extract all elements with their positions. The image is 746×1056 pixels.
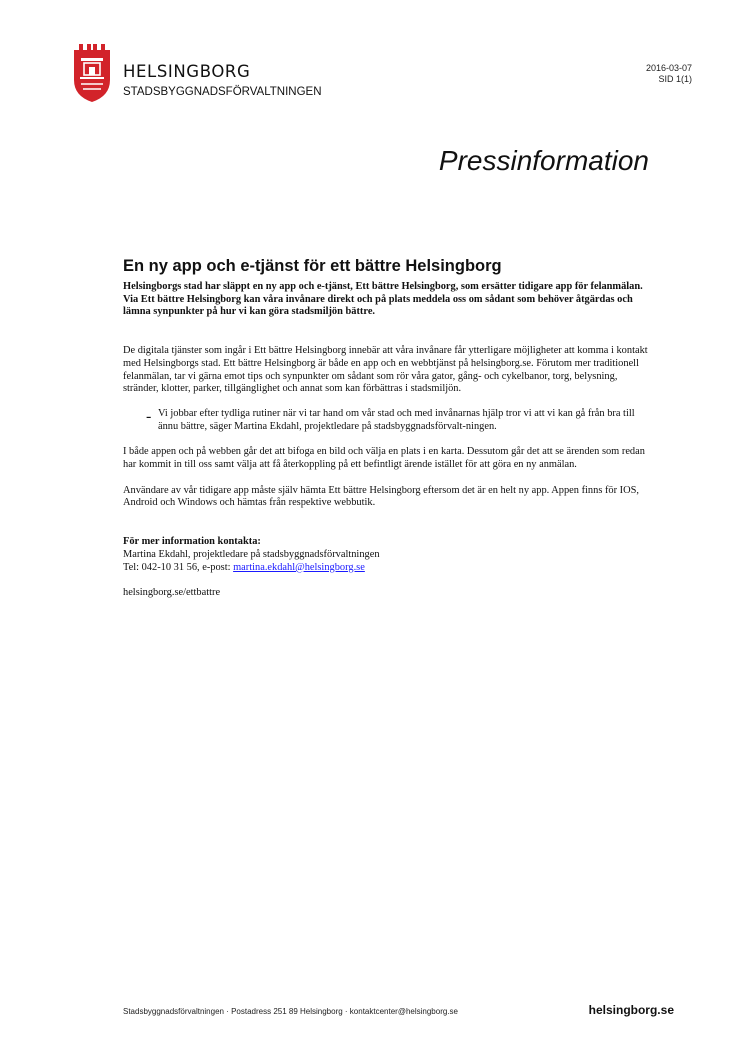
document-type: Pressinformation xyxy=(438,145,649,176)
paragraph-2: I både appen och på webben går det att bifoga en bild och välja en plats i en karta. Dessutom går det att se ärenden som redan har kommit in till oss samt välja att få återkoppling på ett befintligt ärende istället för att göra en ny anmälan. xyxy=(123,446,645,471)
ingress: Helsingborgs stad har släppt en ny app och e-tjänst, Ett bättre Helsingborg, som ersätter tidigare app för felanmälan. Via Ett bättre Helsingborg kan våra invånare direkt och på plats meddela oss om sådant som behöver åtgärdas och lämna synpunkter på hur vi kan göra stadsmiljön bättre. xyxy=(123,281,643,318)
contact-line xyxy=(123,562,653,575)
footer-site: helsingborg.se xyxy=(588,1003,674,1017)
article xyxy=(123,257,653,600)
web-link: helsingborg.se/ettbattre xyxy=(123,587,221,599)
city-crest-icon xyxy=(74,44,110,102)
contact-heading: För mer information kontakta: xyxy=(123,536,261,548)
quote-dash: - xyxy=(146,407,152,425)
document-date: 2016-03-07 xyxy=(645,63,692,73)
contact-phone: Tel: 042-10 31 56, e-post: xyxy=(123,561,234,573)
contact-email-link[interactable]: martina.ekdahl@helsingborg.se xyxy=(233,561,365,573)
quote xyxy=(123,408,653,433)
contact-block xyxy=(123,536,653,574)
paragraph-1: De digitala tjänster som ingår i Ett bättre Helsingborg innebär att våra invånare får ytterligare möjligheter att komma i kontakt med Helsingborgs stad. Ett bättre Helsingborg är både en app och en webbtjänst på helsingborg.se. Förutom mer traditionell felanmälan, tar vi gärna emot tips och synpunkter om sådant som rör våra gator, gång- och cykelbanor, torg, belysning, stränder, klotter, parker, tillgänglighet och annat som kan förbättras i stadsmiljön. xyxy=(123,345,648,395)
page-number: SID 1(1) xyxy=(658,74,692,84)
org-name: HELSINGBORG xyxy=(123,62,251,81)
footer-address: Stadsbyggnadsförvaltningen · Postadress 251 89 Helsingborg · kontaktcenter@helsingborg.se xyxy=(123,1007,458,1016)
contact-name: Martina Ekdahl, projektledare på stadsbyggnadsförvaltningen xyxy=(123,548,380,560)
article-title: En ny app och e-tjänst för ett bättre Helsingborg xyxy=(123,257,502,275)
logo xyxy=(74,44,110,102)
document-meta xyxy=(646,63,692,85)
paragraph-3: Användare av vår tidigare app måste själv hämta Ett bättre Helsingborg eftersom det är en helt ny app. Appen finns för IOS, Android och Windows och hämtas från respektive webbutik. xyxy=(123,484,640,509)
department-name: STADSBYGGNADSFÖRVALTNINGEN xyxy=(123,86,322,98)
quote-text: Vi jobbar efter tydliga rutiner när vi tar hand om vår stad och med invånarnas hjälp tror vi att vi kan gå från bra till ännu bättre, säger Martina Ekdahl, projektledare på stadsbyggnadsförvalt-ningen. xyxy=(158,407,635,432)
